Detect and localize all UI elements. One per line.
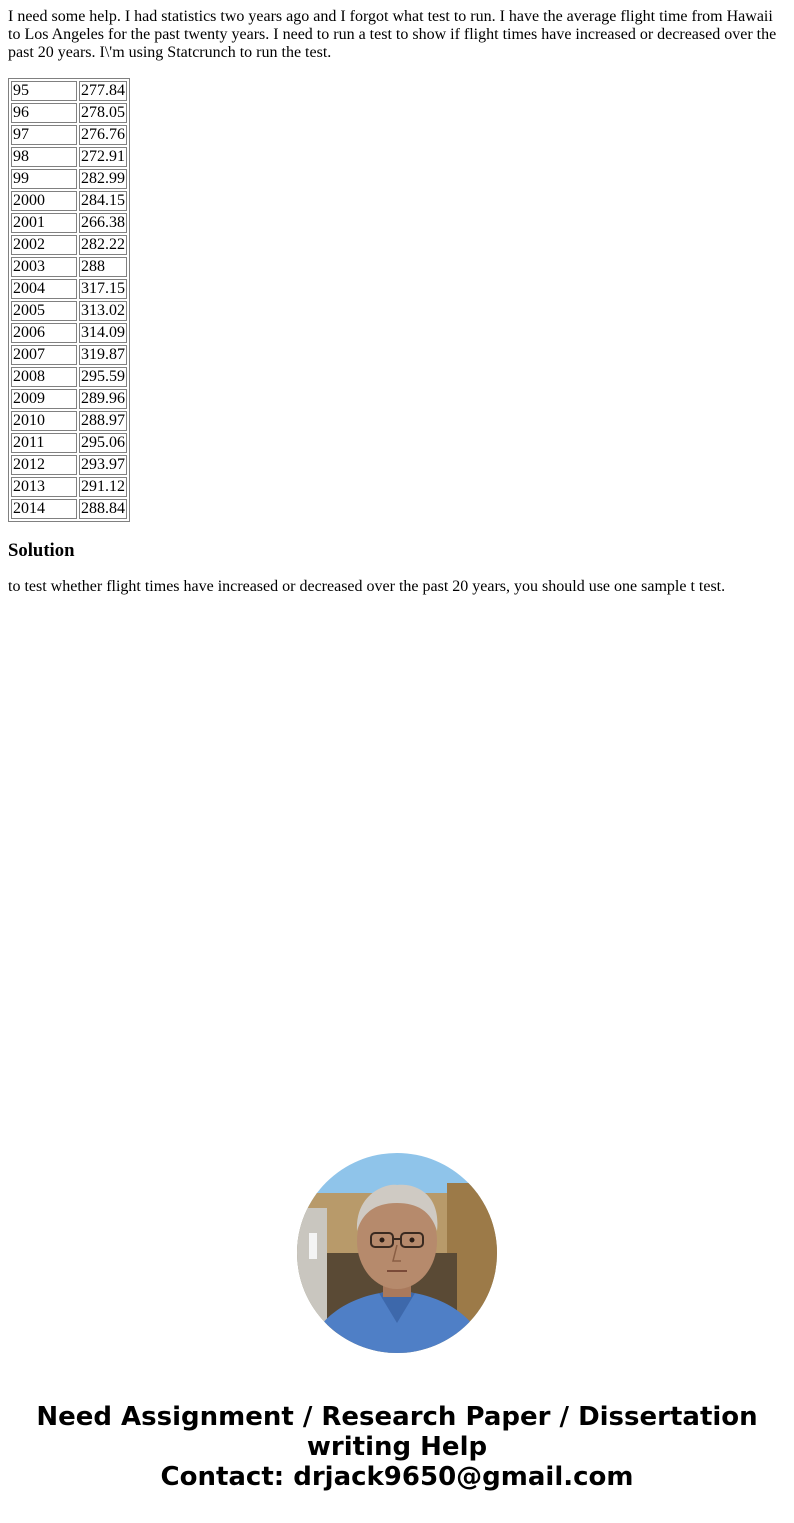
flight-time-cell: 276.76 [81, 126, 125, 143]
solution-heading: Solution [8, 540, 75, 561]
year-cell: 2012 [11, 455, 77, 475]
promo-contact: Contact: drjack9650@gmail.com [160, 1462, 634, 1492]
flight-time-cell: 282.99 [81, 170, 125, 187]
table-row [11, 169, 127, 189]
year-cell: 2005 [11, 301, 77, 321]
document-content [0, 0, 794, 604]
solution-text: to test whether flight times have increased or decreased over the past 20 years, you should use one sample t test. [8, 578, 726, 595]
flight-time-cell: 295.59 [81, 368, 125, 385]
year-cell: 2008 [11, 367, 77, 387]
flight-time-cell: 291.12 [81, 478, 125, 495]
flight-time-cell: 284.15 [81, 192, 125, 209]
table-row [11, 323, 127, 343]
flight-time-cell: 272.91 [81, 148, 125, 165]
flight-time-cell: 293.97 [81, 456, 125, 473]
table-row [11, 103, 127, 123]
table-row [11, 499, 127, 519]
year-cell: 2011 [11, 433, 77, 453]
promo-footer [0, 1402, 794, 1492]
year-cell: 95 [11, 81, 77, 101]
flight-time-cell: 314.09 [81, 324, 125, 341]
year-cell: 2010 [11, 411, 77, 431]
question-text: I need some help. I had statistics two years ago and I forgot what test to run. I have the average flight time from Hawaii to Los Angeles for the past twenty years. I need to run a test to show if flight times have increased or decreased over the past 20 years. I\'m using Statcrunch to run the test. [8, 8, 777, 61]
year-cell: 2000 [11, 191, 77, 211]
table-row [11, 345, 127, 365]
flight-time-cell: 289.96 [81, 390, 125, 407]
flight-time-table [8, 78, 130, 522]
table-row [11, 455, 127, 475]
table-row [11, 477, 127, 497]
table-row [11, 213, 127, 233]
table-row [11, 147, 127, 167]
year-cell: 2013 [11, 477, 77, 497]
flight-time-cell: 295.06 [81, 434, 125, 451]
table-row [11, 279, 127, 299]
flight-time-cell: 266.38 [81, 214, 125, 231]
flight-time-cell: 319.87 [81, 346, 125, 363]
year-cell: 97 [11, 125, 77, 145]
table-row [11, 367, 127, 387]
flight-time-cell: 277.84 [81, 82, 125, 99]
table-row [11, 301, 127, 321]
table-row [11, 81, 127, 101]
table-row [11, 257, 127, 277]
year-cell: 2003 [11, 257, 77, 277]
promo-line-2: writing Help [306, 1432, 488, 1462]
flight-time-table-body [11, 81, 127, 519]
flight-time-cell: 288.84 [81, 500, 125, 517]
flight-time-cell: 288 [79, 257, 127, 277]
table-row [11, 235, 127, 255]
table-row [11, 433, 127, 453]
year-cell: 2007 [11, 345, 77, 365]
year-cell: 99 [11, 169, 77, 189]
table-row [11, 411, 127, 431]
promo-line-1: Need Assignment / Research Paper / Dissertation [36, 1402, 758, 1432]
flight-time-cell: 282.22 [81, 236, 125, 253]
year-cell: 2002 [11, 235, 77, 255]
year-cell: 96 [11, 103, 77, 123]
table-row [11, 389, 127, 409]
flight-time-cell: 288.97 [81, 412, 125, 429]
flight-time-cell: 278.05 [81, 104, 125, 121]
year-cell: 2006 [11, 323, 77, 343]
year-cell: 2001 [11, 213, 77, 233]
year-cell: 2004 [11, 279, 77, 299]
flight-time-cell: 313.02 [81, 302, 125, 319]
year-cell: 98 [11, 147, 77, 167]
table-row [11, 191, 127, 211]
table-row [11, 125, 127, 145]
year-cell: 2014 [11, 499, 77, 519]
year-cell: 2009 [11, 389, 77, 409]
flight-time-cell: 317.15 [81, 280, 125, 297]
author-photo [297, 1153, 497, 1353]
